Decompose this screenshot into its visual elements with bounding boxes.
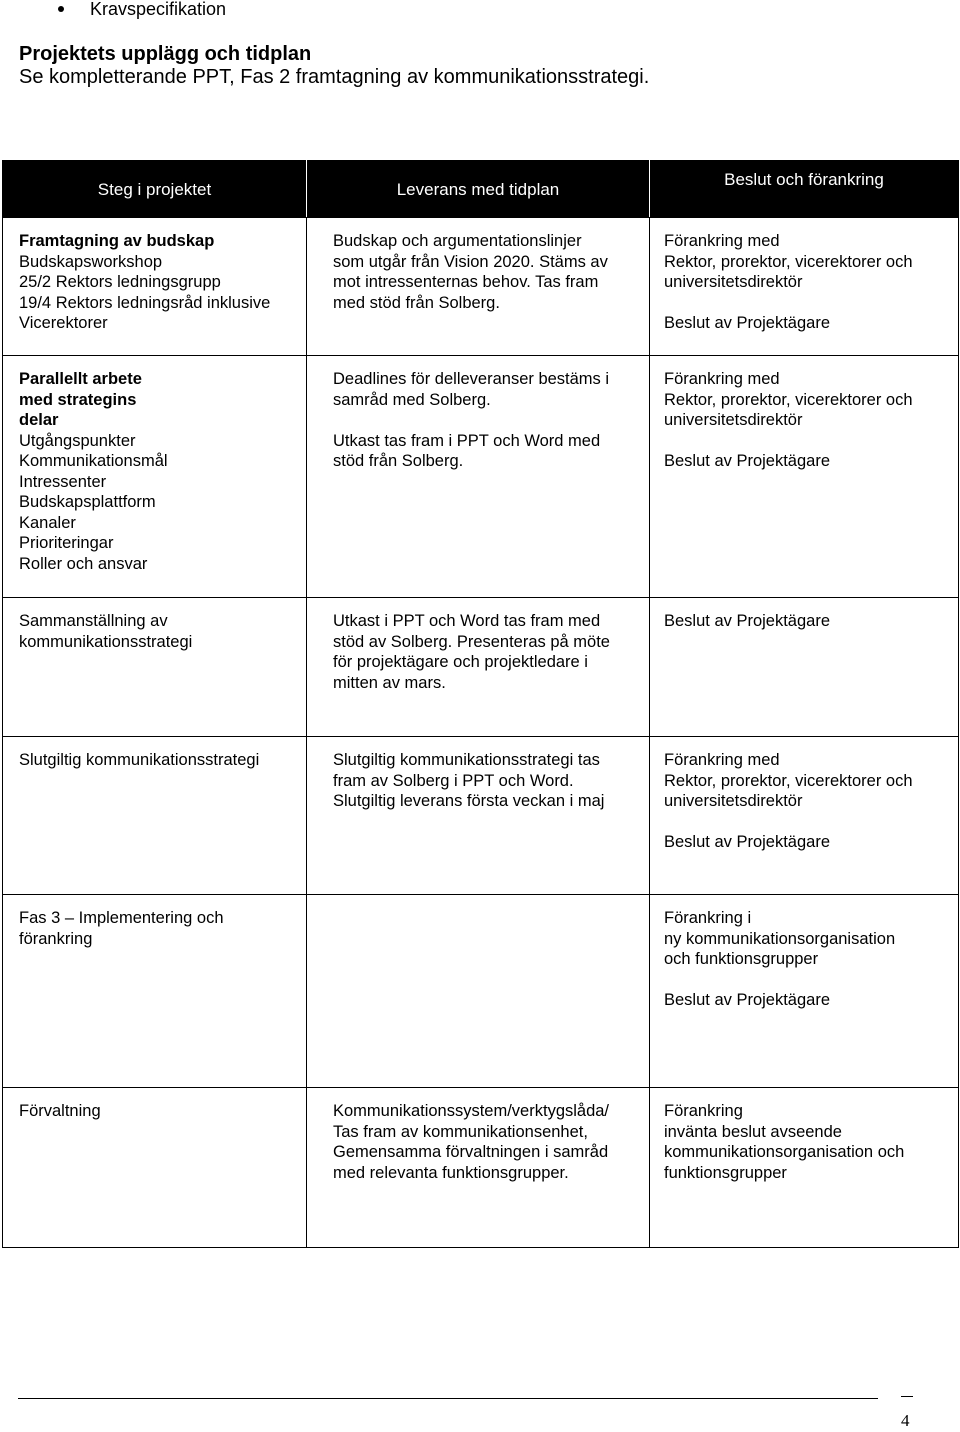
cell-line: Förvaltning bbox=[19, 1102, 101, 1120]
cell-line: ny kommunikationsorganisation bbox=[664, 929, 896, 948]
cell-line: och funktionsgrupper bbox=[664, 950, 819, 968]
cell-line: förankring bbox=[19, 929, 93, 948]
cell-line: kommunikationsorganisation och bbox=[664, 1143, 905, 1161]
decision-cell bbox=[650, 895, 959, 1088]
cell-line: samråd med Solberg. bbox=[333, 390, 491, 409]
cell-line: med strategins bbox=[19, 390, 137, 409]
cell-line: universitetsdirektör bbox=[664, 411, 803, 429]
cell-line: mot intressenternas behov. Tas fram bbox=[333, 273, 599, 291]
delivery-cell bbox=[307, 737, 650, 895]
cell-line: som utgår från Vision 2020. Stäms av bbox=[333, 252, 608, 271]
header-step: Steg i projektet bbox=[3, 161, 307, 218]
cell-line: 19/4 Rektors ledningsråd inklusive bbox=[19, 293, 271, 312]
step-cell bbox=[3, 895, 307, 1088]
delivery-cell bbox=[307, 356, 650, 598]
step-cell bbox=[3, 218, 307, 356]
cell-line: Slutgiltig kommunikationsstrategi tas bbox=[333, 751, 600, 769]
cell-line: Rektor, prorektor, vicerektorer och bbox=[664, 390, 913, 409]
cell-line: för projektägare och projektledare i bbox=[333, 653, 588, 671]
cell-line: Beslut av Projektägare bbox=[664, 612, 831, 630]
cell-line: Rektor, prorektor, vicerektorer och bbox=[664, 252, 913, 271]
cell-line: Kommunikationsmål bbox=[19, 452, 168, 470]
decision-cell bbox=[650, 356, 959, 598]
decision-cell bbox=[650, 598, 959, 737]
cell-line: Beslut av Projektägare bbox=[664, 314, 831, 332]
cell-line: Förankring bbox=[664, 1102, 743, 1120]
decision-cell bbox=[650, 737, 959, 895]
table-row bbox=[3, 737, 959, 895]
step-cell bbox=[3, 598, 307, 737]
header-delivery: Leverans med tidplan bbox=[307, 161, 650, 218]
cell-line: Förankring med bbox=[664, 751, 780, 769]
cell-line: Intressenter bbox=[19, 472, 107, 491]
cell-line: kommunikationsstrategi bbox=[19, 632, 193, 651]
cell-line: fram av Solberg i PPT och Word. bbox=[333, 771, 574, 790]
table-row bbox=[3, 598, 959, 737]
step-cell bbox=[3, 1088, 307, 1248]
cell-line: Rektor, prorektor, vicerektorer och bbox=[664, 771, 913, 790]
delivery-cell bbox=[307, 895, 650, 1088]
cell-line: mitten av mars. bbox=[333, 673, 446, 692]
cell-line: Parallellt arbete bbox=[19, 370, 142, 388]
step-cell bbox=[3, 737, 307, 895]
cell-line: Slutgiltig kommunikationsstrategi bbox=[19, 751, 260, 769]
cell-line: stöd från Solberg. bbox=[333, 452, 464, 470]
delivery-cell bbox=[307, 1088, 650, 1248]
cell-line: Roller och ansvar bbox=[19, 554, 148, 573]
cell-line: Beslut av Projektägare bbox=[664, 833, 831, 851]
cell-line: Budskapsworkshop bbox=[19, 252, 163, 271]
project-plan-table bbox=[2, 160, 959, 1248]
bullet-dot-icon bbox=[58, 6, 64, 12]
decision-cell bbox=[650, 218, 959, 356]
cell-line: Framtagning av budskap bbox=[19, 232, 215, 250]
cell-line: Budskapsplattform bbox=[19, 493, 156, 511]
bullet-text: Kravspecifikation bbox=[90, 0, 227, 19]
cell-line: med stöd från Solberg. bbox=[333, 293, 500, 312]
cell-line: Gemensamma förvaltningen i samråd bbox=[333, 1143, 609, 1161]
table-header-row bbox=[3, 161, 959, 218]
step-cell bbox=[3, 356, 307, 598]
cell-line: Budskap och argumentationslinjer bbox=[333, 232, 582, 250]
cell-line: Utgångspunkter bbox=[19, 431, 136, 450]
delivery-cell bbox=[307, 598, 650, 737]
cell-line: Förankring med bbox=[664, 370, 780, 388]
cell-line: 25/2 Rektors ledningsgrupp bbox=[19, 273, 221, 291]
cell-line: Prioriteringar bbox=[19, 534, 114, 552]
cell-line: Beslut av Projektägare bbox=[664, 991, 831, 1009]
cell-line: Vicerektorer bbox=[19, 314, 108, 332]
delivery-cell bbox=[307, 218, 650, 356]
cell-line: med relevanta funktionsgrupper. bbox=[333, 1163, 569, 1182]
cell-line: Kanaler bbox=[19, 513, 76, 532]
cell-line: Fas 3 – Implementering och bbox=[19, 909, 224, 927]
cell-line: Slutgiltig leverans första veckan i maj bbox=[333, 792, 605, 810]
cell-line: Tas fram av kommunikationsenhet, bbox=[333, 1122, 588, 1141]
page-number: 4 bbox=[901, 1411, 910, 1430]
cell-line: Förankring med bbox=[664, 232, 780, 250]
cell-line: Sammanställning av bbox=[19, 612, 168, 630]
table-row bbox=[3, 895, 959, 1088]
cell-line: stöd av Solberg. Presenteras på möte bbox=[333, 632, 610, 651]
footer-rule bbox=[18, 1398, 878, 1399]
cell-line: Kommunikationssystem/verktygslåda/ bbox=[333, 1102, 610, 1120]
table-row bbox=[3, 218, 959, 356]
cell-line: Deadlines för delleveranser bestäms i bbox=[333, 370, 610, 388]
decision-cell bbox=[650, 1088, 959, 1248]
section-subtitle: Se kompletterande PPT, Fas 2 framtagning av kommunikationsstrategi. bbox=[19, 66, 650, 88]
cell-line: universitetsdirektör bbox=[664, 792, 803, 810]
footer-dash bbox=[901, 1396, 913, 1397]
cell-line: Beslut av Projektägare bbox=[664, 452, 831, 470]
table-row bbox=[3, 356, 959, 598]
cell-line: funktionsgrupper bbox=[664, 1163, 787, 1182]
cell-line: delar bbox=[19, 411, 59, 429]
section-title: Projektets upplägg och tidplan bbox=[19, 43, 312, 65]
cell-line: Utkast i PPT och Word tas fram med bbox=[333, 612, 601, 630]
cell-line: invänta beslut avseende bbox=[664, 1122, 842, 1141]
cell-line: universitetsdirektör bbox=[664, 273, 803, 291]
table-row bbox=[3, 1088, 959, 1248]
cell-line: Utkast tas fram i PPT och Word med bbox=[333, 431, 601, 450]
cell-line: Förankring i bbox=[664, 909, 752, 927]
header-decision: Beslut och förankring bbox=[650, 161, 959, 218]
